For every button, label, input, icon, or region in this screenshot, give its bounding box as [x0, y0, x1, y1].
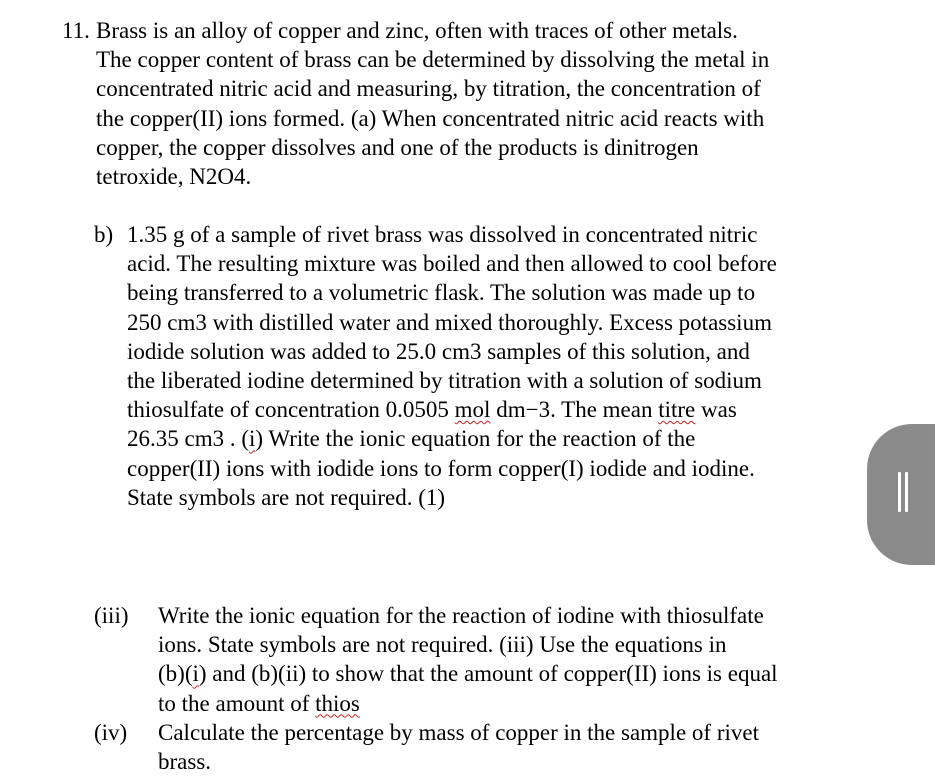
text-run: 26.35 cm3 . (	[127, 426, 250, 452]
text-run: thiosulfate of concentration 0.0505	[127, 397, 455, 423]
part-iii-text	[158, 601, 778, 718]
part-b-line: State symbols are not required. (1)	[127, 484, 446, 510]
part-iv-text	[158, 718, 759, 776]
part-iii-line: Write the ionic equation for the reaction of iodine with thiosulfate	[158, 603, 764, 628]
part-iv-line: Calculate the percentage by mass of copper in the sample of rivet	[158, 720, 759, 745]
part-iii-line	[158, 689, 778, 718]
spellcheck-word: titre	[658, 397, 696, 423]
part-iv-line: brass.	[158, 749, 212, 775]
text-run: dm−3. The mean	[490, 397, 659, 423]
intro-line: tetroxide, N2O4.	[96, 164, 252, 190]
spellcheck-word: i	[192, 661, 199, 687]
part-iii-line: ions. State symbols are not required. (iii) Use the equations in	[158, 632, 727, 658]
intro-line: The copper content of brass can be determined by dissolving the metal in	[96, 47, 770, 73]
part-b-line: the liberated iodine determined by titration with a solution of sodium	[127, 368, 762, 394]
part-b-text	[127, 220, 777, 512]
text-run: ) Write the ionic equation for the reaction of the	[255, 426, 696, 452]
part-b-line: 1.35 g of a sample of rivet brass was dissolved in concentrated nitric	[127, 222, 758, 247]
part-iii-label: (iii)	[94, 603, 129, 628]
spellcheck-word: thios	[315, 690, 360, 716]
part-b-label: b)	[94, 222, 114, 247]
text-run: was	[695, 397, 737, 423]
part-b-line: acid. The resulting mixture was boiled and then allowed to cool before	[127, 251, 777, 277]
part-b-line	[127, 424, 777, 453]
intro-line: copper, the copper dissolves and one of the products is dinitrogen	[96, 134, 699, 160]
part-iv-label: (iv)	[94, 720, 128, 745]
intro-line: Brass is an alloy of copper and zinc, often with traces of other metals.	[96, 18, 738, 43]
part-b-line: copper(II) ions with iodide ions to form copper(I) iodide and iodine.	[127, 455, 755, 481]
text-run: ) and (b)(ii) to show that the amount of copper(II) ions is equal	[198, 661, 778, 687]
question-number: 11.	[62, 18, 90, 43]
part-b-line	[127, 395, 777, 424]
side-pause-handle[interactable]	[867, 424, 935, 565]
text-run: (b)(	[158, 661, 193, 687]
question-intro	[96, 16, 769, 191]
pause-icon-bar	[905, 472, 908, 512]
intro-line: concentrated nitric acid and measuring, by titration, the concentration of	[96, 76, 761, 102]
pause-icon-bar	[898, 472, 901, 512]
spellcheck-word: mol	[454, 397, 491, 423]
part-b-line: being transferred to a volumetric flask. The solution was made up to	[127, 280, 756, 306]
part-b-line: iodide solution was added to 25.0 cm3 samples of this solution, and	[127, 338, 750, 364]
text-run: to the amount of	[158, 690, 316, 716]
part-b-line: 250 cm3 with distilled water and mixed thoroughly. Excess potassium	[127, 309, 772, 335]
spellcheck-word: i	[249, 426, 256, 452]
part-iii-line	[158, 659, 778, 688]
intro-line: the copper(II) ions formed. (a) When concentrated nitric acid reacts with	[96, 105, 765, 131]
